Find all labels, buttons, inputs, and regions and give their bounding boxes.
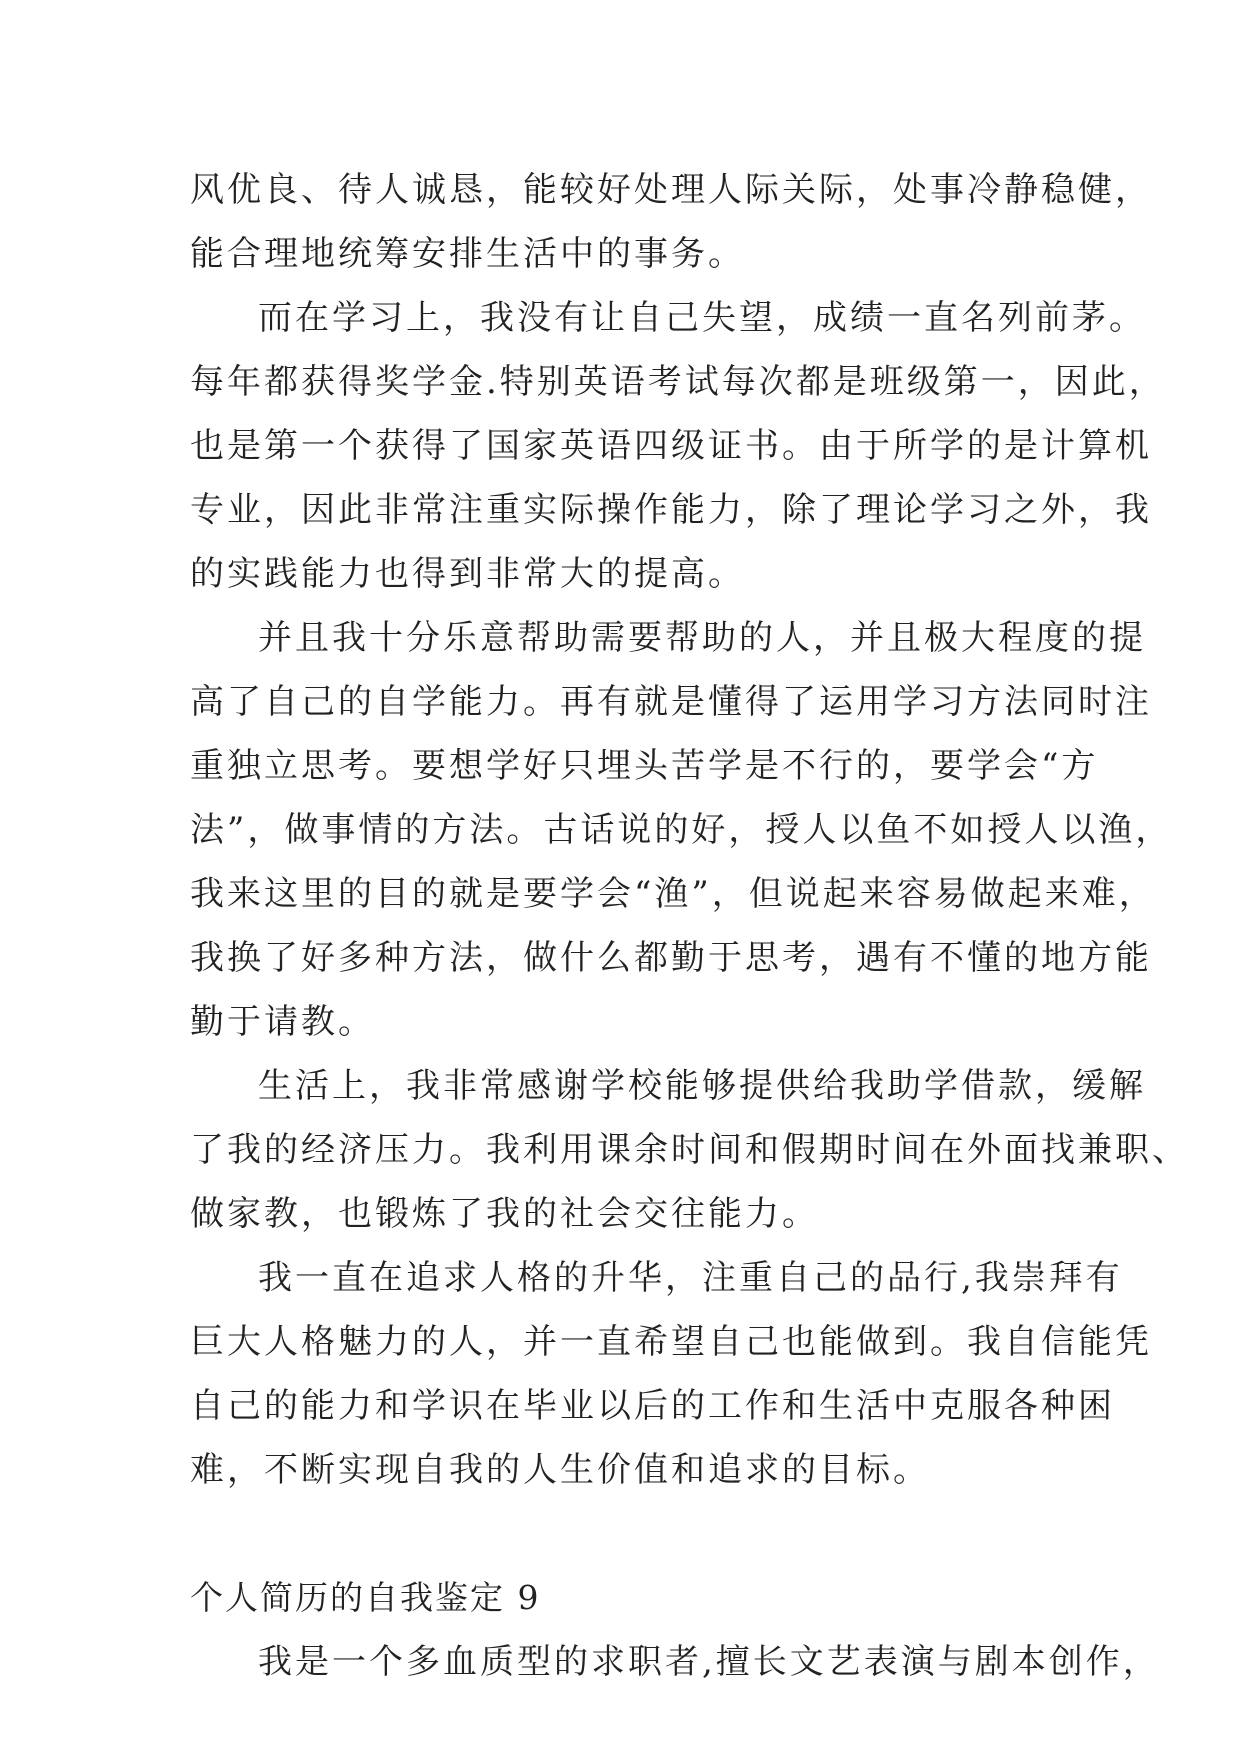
text-line: 我来这里的目的就是要学会“渔”，但说起来容易做起来难， (190, 874, 1156, 914)
paragraph (190, 1054, 1189, 1246)
text-line: 难，不断实现自我的人生价值和追求的目标。 (190, 1450, 930, 1490)
text-line: 高了自己的自学能力。再有就是懂得了运用学习方法同时注 (190, 682, 1152, 722)
text-line: 了我的经济压力。我利用课余时间和假期时间在外面找兼职、 (190, 1130, 1189, 1170)
text-line: 做家教，也锻炼了我的社会交往能力。 (190, 1194, 819, 1234)
text-line: 我换了好多种方法，做什么都勤于思考，遇有不懂的地方能 (190, 938, 1152, 978)
text-line: 生活上，我非常感谢学校能够提供给我助学借款，缓解 (258, 1066, 1146, 1106)
text-line: 能合理地统筹安排生活中的事务。 (190, 234, 745, 274)
text-line: 的实践能力也得到非常大的提高。 (190, 554, 745, 594)
text-line: 重独立思考。要想学好只埋头苦学是不行的，要学会“方 (190, 746, 1099, 786)
text-line: 也是第一个获得了国家英语四级证书。由于所学的是计算机 (190, 426, 1152, 466)
paragraph (190, 158, 1152, 286)
text-line: 勤于请教。 (190, 1002, 375, 1042)
text-line: 而在学习上，我没有让自己失望，成绩一直名列前茅。 (258, 298, 1146, 338)
text-line: 每年都获得奖学金.特别英语考试每次都是班级第一，因此， (190, 362, 1166, 402)
section-heading: 个人简历的自我鉴定 9 (190, 1578, 541, 1617)
text-line: 风优良、待人诚恳，能较好处理人际关际，处事冷静稳健， (190, 170, 1152, 210)
paragraph (190, 1246, 1152, 1502)
text-line: 我是一个多血质型的求职者,擅长文艺表演与剧本创作， (258, 1642, 1160, 1682)
paragraph (190, 606, 1173, 1054)
paragraph (190, 1630, 1160, 1694)
paragraph (190, 286, 1166, 606)
text-line: 我一直在追求人格的升华，注重自己的品行,我崇拜有 (258, 1258, 1123, 1298)
text-line: 自己的能力和学识在毕业以后的工作和生活中克服各种困 (190, 1386, 1115, 1426)
text-line: 专业，因此非常注重实际操作能力，除了理论学习之外，我 (190, 490, 1152, 530)
text-line: 巨大人格魅力的人，并一直希望自己也能做到。我自信能凭 (190, 1322, 1152, 1362)
document-body (190, 158, 1189, 1694)
text-line: 法”，做事情的方法。古话说的好，授人以鱼不如授人以渔， (190, 810, 1173, 850)
text-line: 并且我十分乐意帮助需要帮助的人，并且极大程度的提 (258, 618, 1146, 658)
